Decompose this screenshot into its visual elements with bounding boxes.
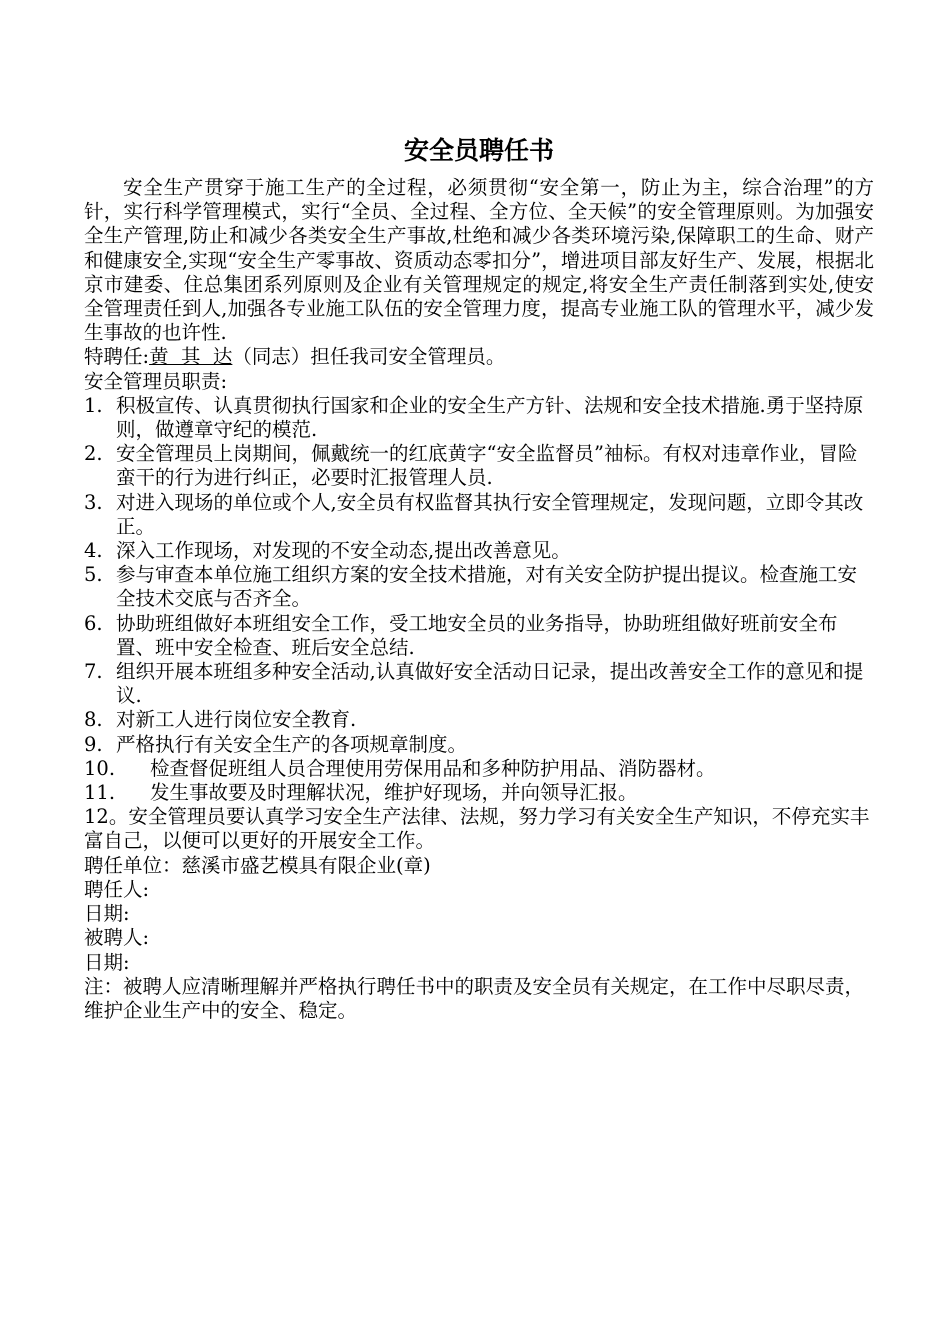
duty-number: 4.: [84, 539, 103, 563]
duty-number: 9.: [84, 732, 103, 756]
duty-item: [84, 442, 874, 490]
appointer-date-label: 日期:: [84, 902, 130, 926]
appointing-unit: 聘任单位：慈溪市盛艺模具有限企业(章): [84, 853, 431, 877]
appointee-date-label: 日期:: [84, 950, 130, 974]
duty-item: [84, 781, 874, 805]
duties-list: [84, 394, 874, 854]
duty-number: 12。: [84, 805, 129, 829]
duties-heading: 安全管理员职责:: [84, 369, 228, 393]
duty-item: [84, 491, 874, 539]
note-paragraph: 注：被聘人应清晰理解并严格执行聘任书中的职责及安全员有关规定，在工作中尽职尽责，维护企业生产中的安全、稳定。: [84, 974, 865, 1022]
appointee-name: 黄 其 达: [149, 345, 233, 369]
duty-number: 7.: [84, 660, 103, 684]
duty-text: 严格执行有关安全生产的各项规章制度。: [116, 732, 468, 756]
document-title: 安全员聘任书: [403, 136, 554, 165]
appointee-label: 被聘人:: [84, 926, 150, 950]
duty-text: 安全管理员要认真学习安全生产法律、法规，努力学习有关安全生产知识，不停充实丰富自己，以便可以更好的开展安全工作。: [84, 805, 870, 853]
duty-item: [84, 539, 874, 563]
duty-text: 参与审查本单位施工组织方案的安全技术措施，对有关安全防护提出提议。检查施工安全技术交底与否齐全。: [116, 563, 858, 611]
appointer-label: 聘任人:: [84, 877, 150, 901]
duty-number: 11.: [84, 781, 116, 805]
duty-text: 协助班组做好本班组安全工作，受工地安全员的业务指导，协助班组做好班前安全布置、班中安全检查、班后安全总结.: [116, 611, 838, 659]
appointment-prefix: 特聘任:: [84, 345, 150, 369]
duty-number: 3.: [84, 490, 103, 514]
duty-number: 8.: [84, 708, 103, 732]
duty-item: [84, 757, 874, 781]
duty-number: 2.: [84, 442, 103, 466]
duty-item: [84, 563, 874, 611]
duty-number: 6.: [84, 611, 103, 635]
duty-number: 1.: [84, 393, 103, 417]
duty-item: [84, 612, 874, 660]
appointment-line: [84, 345, 874, 369]
duty-text: 积极宣传、认真贯彻执行国家和企业的安全生产方针、法规和安全技术措施.勇于坚持原则，做遵章守纪的模范.: [116, 393, 864, 442]
duty-text: 组织开展本班组多种安全活动,认真做好安全活动日记录，提出改善安全工作的意见和提议.: [116, 660, 864, 708]
duty-item: [84, 708, 874, 732]
duty-text: 深入工作现场，对发现的不安全动态,提出改善意见。: [116, 539, 571, 563]
duty-item: [84, 394, 874, 442]
duty-number: 10.: [84, 756, 116, 780]
duty-number: 5.: [84, 563, 103, 587]
duty-item: [84, 805, 874, 853]
duty-text: 检查督促班组人员合理使用劳保用品和多种防护用品、消防器材。: [150, 756, 716, 780]
intro-paragraph: 安全生产贯穿于施工生产的全过程，必须贯彻“安全第一，防止为主，综合治理”的方针，实行科学管理模式，实行“全员、全过程、全方位、全天候”的安全管理原则。为加强安全生产管理,防止和减少各类安全生产事故,杜绝和减少各类环境污染,保障职工的生命、财产和健康安全,实现“安全生产零事故、资质动态零扣分”，增进项目部友好生产、发展，根据北京市建委、住总集团系列原则及企业有关管理规定的规定,将安全生产责任制落到实处,使安全管理责任到人,加强各专业施工队伍的安全管理力度，提高专业施工队的管理水平，减少发生事故的也许性.: [84, 176, 874, 345]
duty-item: [84, 733, 874, 757]
appointment-suffix: （同志）担任我司安全管理员。: [232, 345, 506, 369]
duty-item: [84, 660, 874, 708]
duty-text: 安全管理员上岗期间，佩戴统一的红底黄字“安全监督员”袖标。有权对违章作业，冒险蛮干的行为进行纠正，必要时汇报管理人员.: [116, 442, 858, 490]
duty-text: 发生事故要及时理解状况，维护好现场，并向领导汇报。: [150, 781, 638, 805]
appointment-letter: [84, 126, 874, 1023]
duty-text: 对进入现场的单位或个人,安全员有权监督其执行安全管理规定，发现问题，立即令其改正。: [116, 490, 864, 538]
duty-text: 对新工人进行岗位安全教育.: [116, 708, 357, 732]
